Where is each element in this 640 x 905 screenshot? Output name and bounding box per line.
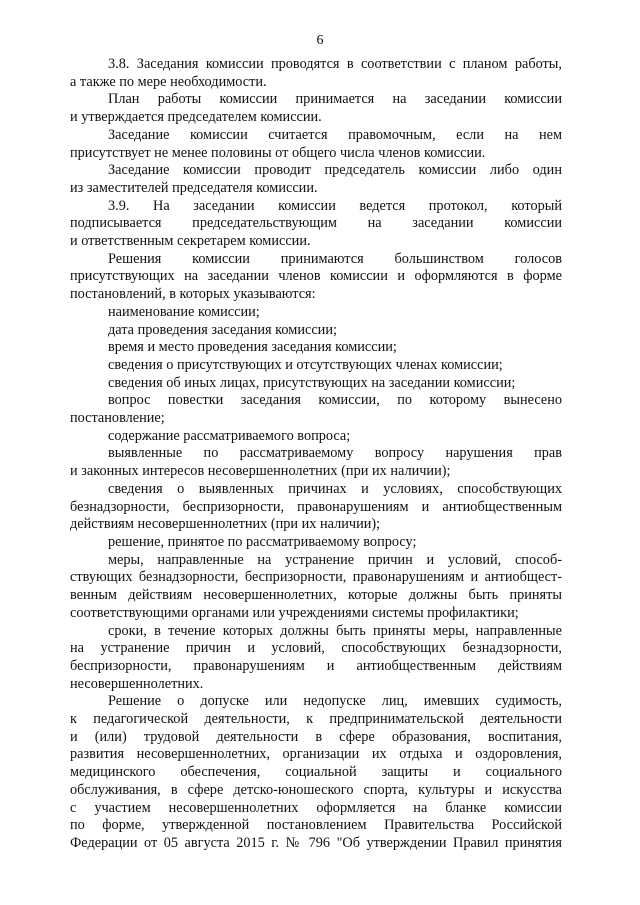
text-line: подписывается председательствующим на заседании комиссии (70, 215, 562, 232)
text-line: присутствующих на заседании членов комиссии и оформляются в форме (70, 268, 562, 285)
text-line: безнадзорности, беспризорности, правонарушениям и антиобщественным (70, 498, 562, 515)
text-line: содержание рассматриваемого вопроса; (108, 427, 351, 444)
text-line: и утверждается председателем комиссии. (70, 109, 322, 126)
text-line: и законных интересов несовершеннолетних (при их наличии); (70, 463, 451, 480)
text-line: беспризорности, правонарушениям и антиобщественным действиям (70, 657, 562, 674)
text-line: выявленные по рассматриваемому вопросу нарушения прав (108, 445, 562, 462)
text-line: постановление; (70, 410, 165, 427)
text-line: на устранение причин и условий, способствующих безнадзорности, (70, 640, 562, 657)
text-line: присутствует не менее половины от общего числа членов комиссии. (70, 144, 486, 161)
text-line: 3.8. Заседания комиссии проводятся в соответствии с планом работы, (108, 56, 562, 72)
text-line: сведения о присутствующих и отсутствующих членах комиссии; (108, 356, 503, 373)
text-line: и ответственным секретарем комиссии. (70, 233, 311, 250)
text-line: с участием несовершеннолетних оформляется на бланке комиссии (70, 799, 562, 816)
text-line: действиям несовершеннолетних (при их наличии); (70, 516, 381, 533)
page-number: 6 (316, 33, 324, 48)
text-line: 3.9. На заседании комиссии ведется протокол, который (108, 197, 562, 214)
text-line: к педагогической деятельности, к предпринимательской деятельности (70, 711, 562, 728)
text-line: План работы комиссии принимается на заседании комиссии (108, 91, 562, 108)
text-line: и (или) трудовой деятельности в сфере образования, воспитания, (70, 728, 562, 745)
text-line: Федерации от 05 августа 2015 г. № 796 "Об утверждении Правил принятия (70, 834, 562, 851)
text-line: Заседание комиссии считается правомочным, если на нем (108, 126, 562, 143)
text-line: соответствующими органами или учреждениями системы профилактики; (70, 604, 519, 621)
text-line: ствующих безнадзорности, беспризорности, правонарушениям и антиобщест- (70, 569, 562, 586)
text-line: вопрос повестки заседания комиссии, по которому вынесено (108, 392, 562, 409)
text-line: наименование комиссии; (108, 303, 260, 320)
text-line: сведения об иных лицах, присутствующих на заседании комиссии; (108, 374, 516, 391)
text-line: время и место проведения заседания комиссии; (108, 339, 397, 356)
text-line: дата проведения заседания комиссии; (108, 321, 337, 338)
text-line: обслуживания, в сфере детско-юношеского спорта, культуры и искусства (70, 781, 562, 798)
text-line: Заседание комиссии проводит председатель комиссии либо один (108, 162, 562, 179)
text-line: постановлений, в которых указываются: (70, 286, 316, 303)
text-line: сведения о выявленных причинах и условиях, способствующих (108, 480, 562, 497)
text-line: а также по мере необходимости. (70, 73, 267, 90)
text-line: медицинского обеспечения, социальной защиты и социального (70, 764, 562, 781)
text-line: венным действиям несовершеннолетних, которые должны быть приняты (70, 587, 562, 604)
document-body (70, 56, 562, 853)
text-line: из заместителей председателя комиссии. (70, 179, 318, 196)
text-line: сроки, в течение которых должны быть приняты меры, направленные (108, 622, 562, 639)
text-line: решение, принятое по рассматриваемому вопросу; (108, 533, 417, 550)
text-line: по форме, утвержденной постановлением Правительства Российской (70, 817, 562, 834)
text-line: Решения комиссии принимаются большинством голосов (108, 250, 562, 267)
text-line: несовершеннолетних. (70, 675, 204, 692)
text-line: меры, направленные на устранение причин и условий, способ- (108, 551, 562, 568)
text-line: развития несовершеннолетних, организации их отдыха и оздоровления, (70, 746, 562, 763)
text-line: Решение о допуске или недопуске лиц, имевших судимость, (108, 693, 562, 710)
